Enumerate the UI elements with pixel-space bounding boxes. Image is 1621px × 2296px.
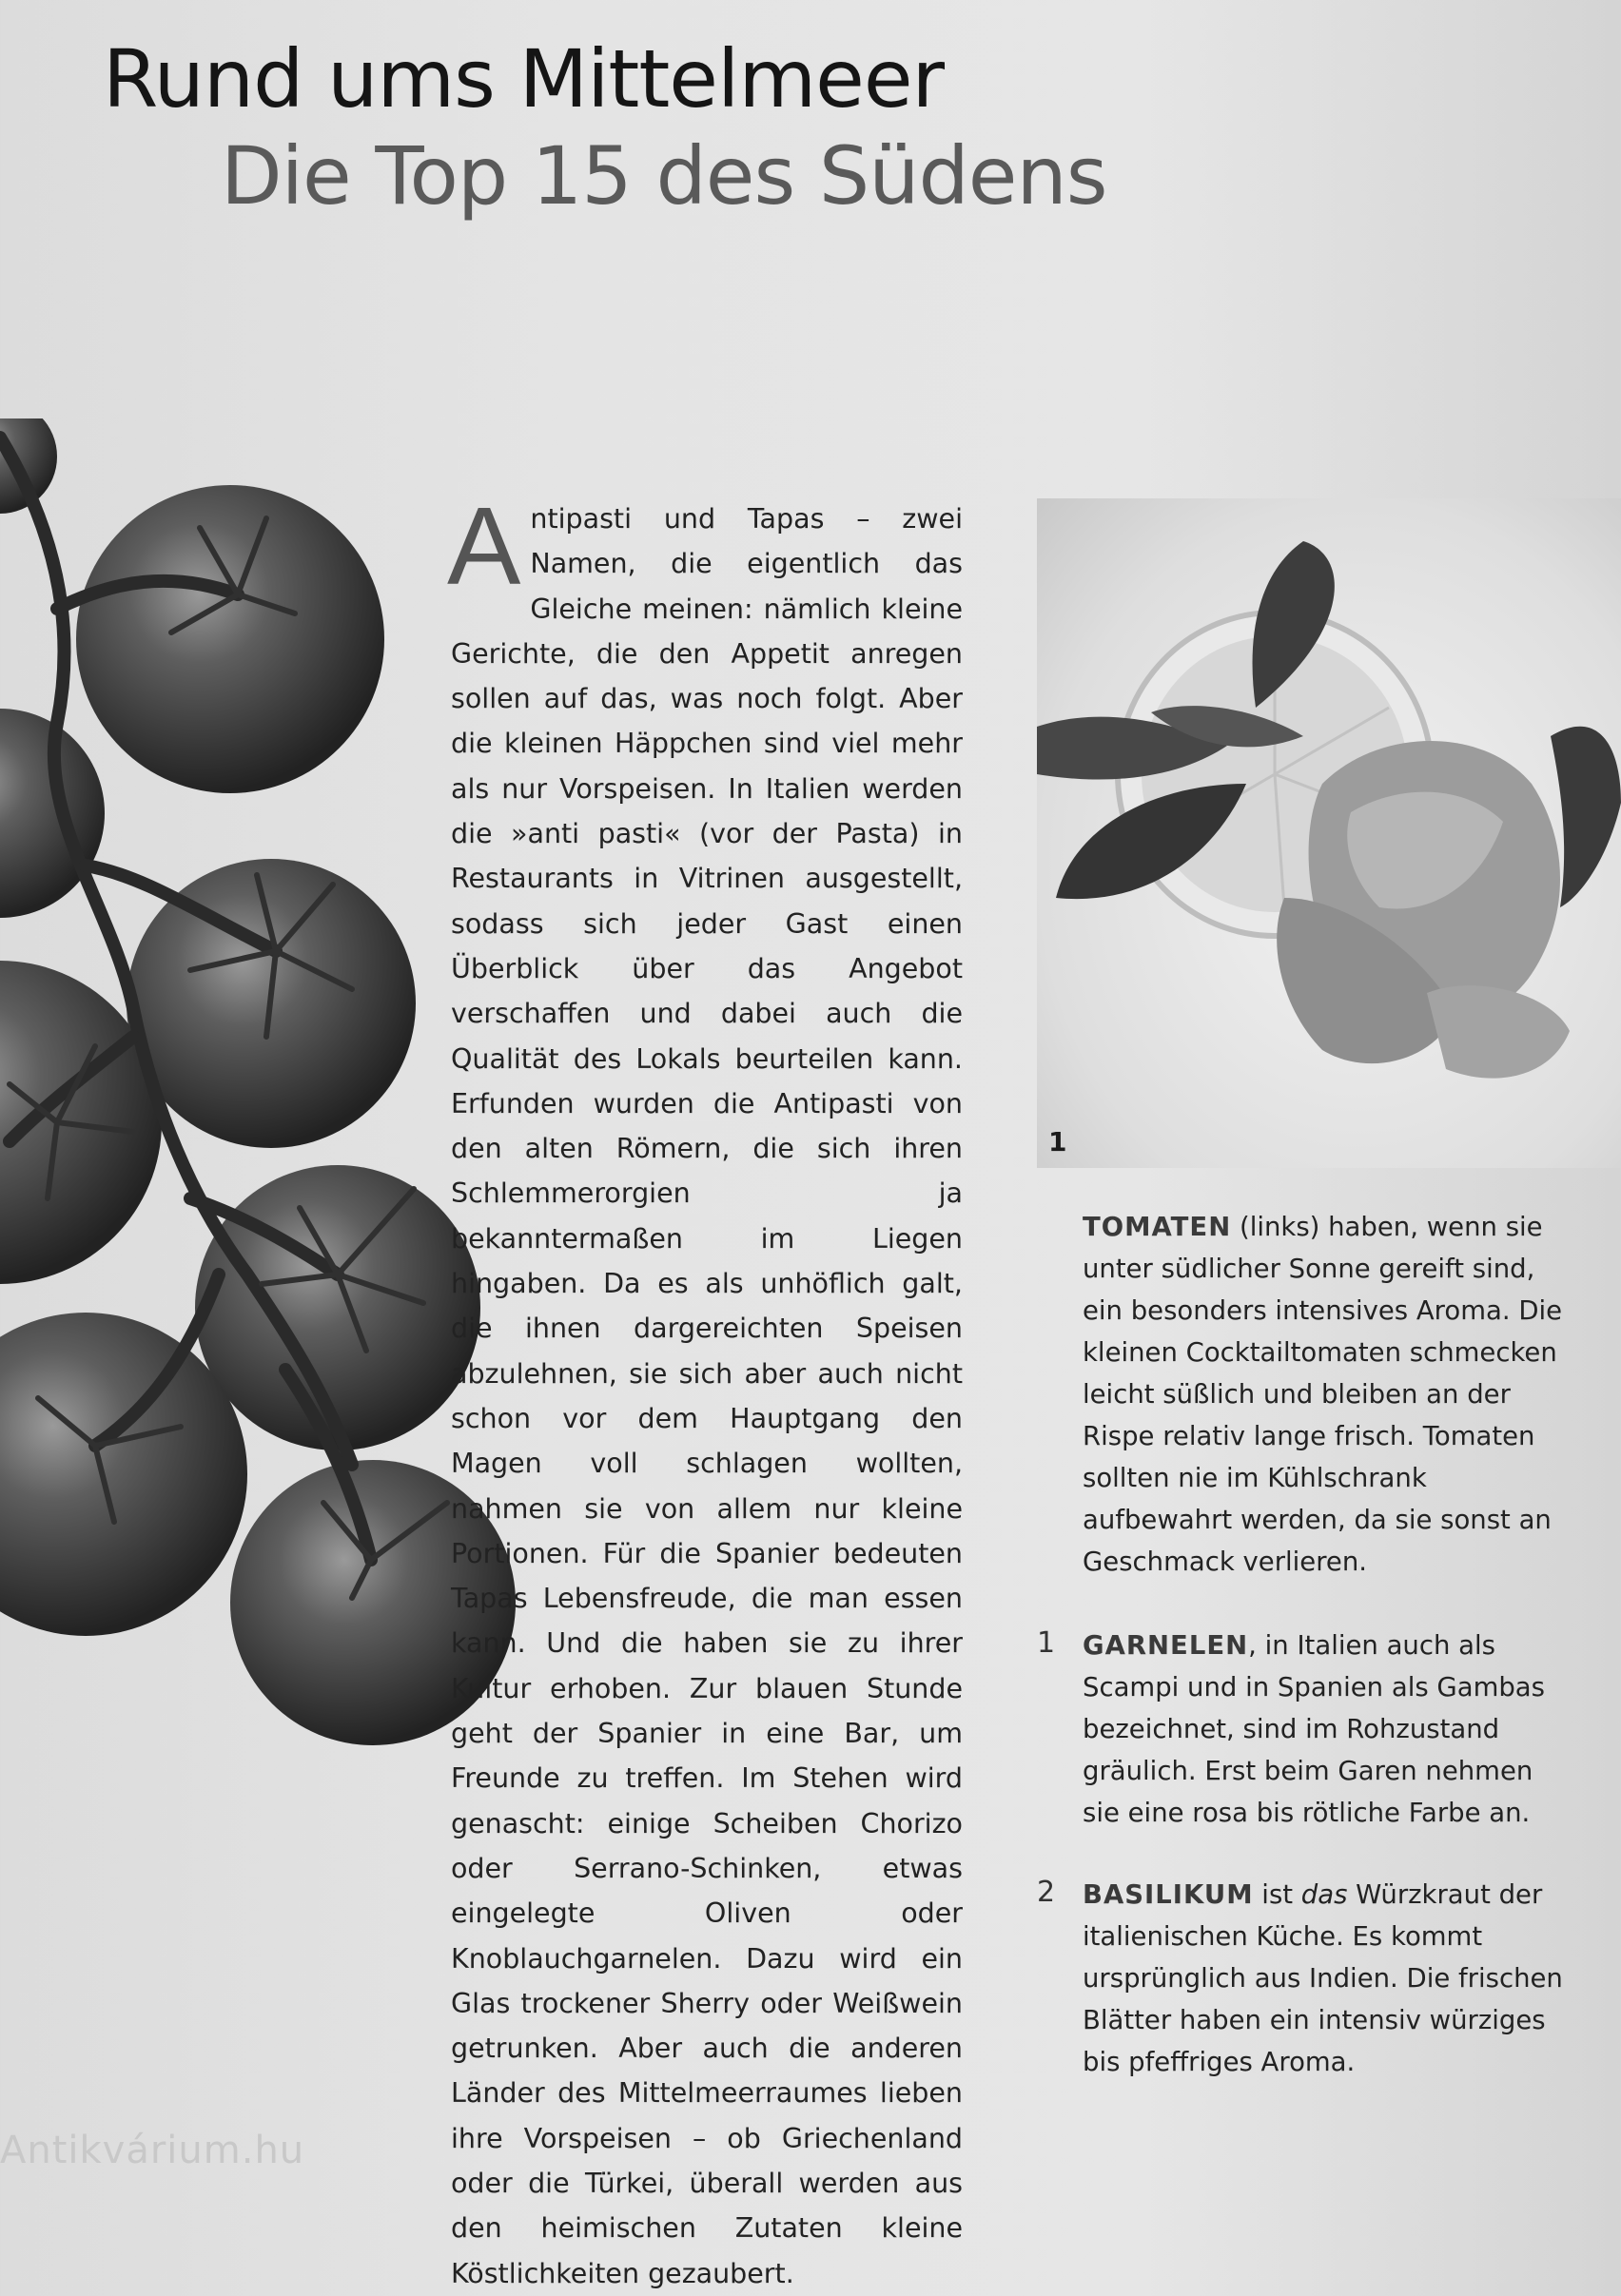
note-lead: GARNELEN: [1083, 1630, 1249, 1661]
photo-illustration: [1037, 498, 1621, 1168]
page-subtitle: Die Top 15 des Südens: [221, 129, 1107, 223]
note-text: ist: [1253, 1879, 1301, 1910]
note-text: Würzkraut der italienischen Küche. Es kommt ursprünglich aus Indien. Die frischen Blätter haben ein intensiv würziges bis pfeffriges Aroma.: [1083, 1879, 1563, 2077]
note-text: (links) haben, wenn sie unter südlicher Sonne gereift sind, ein besonders intensives Aroma. Die kleinen Cocktailtomaten schmecken leicht süßlich und bleiben an der Rispe relativ lange frisch. Tomaten sollten nie im Kühlschrank aufbewahrt werden, da sie sonst an Geschmack verlieren.: [1083, 1212, 1563, 1577]
page-title: Rund ums Mittelmeer: [103, 32, 945, 126]
note-lead: TOMATEN: [1083, 1212, 1232, 1242]
note-number: 2: [1037, 1876, 1056, 1909]
note-emphasis: das: [1300, 1879, 1348, 1910]
photo-number: 1: [1048, 1126, 1067, 1158]
article-text: ntipasti und Tapas – zwei Namen, die eigentlich das Gleiche meinen: nämlich kleine Gerichte, die den Appetit anregen sollen auf das, was noch folgt. Aber die kleinen Häppchen sind viel mehr als nur Vorspeisen. In Italien werden die »anti pasti« (vor der Pasta) in Restaurants in Vitrinen ausgestellt, sodass sich jeder Gast einen Überblick über das Angebot verschaffen und dabei auch die Qualität des Lokals beurteilen kann. Erfunden wurden die Antipasti von den alten Römern, die sich ihren Schlemmerorgien ja bekanntermaßen im Liegen hingaben. Da es als unhöflich galt, die ihnen dargereichten Speisen abzulehnen, sie sich aber auch nicht schon vor dem Hauptgang den Magen voll schlagen wollten, nahmen sie von allem nur kleine Portionen. Für die Spanier bedeuten Tapas Lebensfreude, die man essen kann. Und die haben sie zu ihrer Kultur erhoben. Zur blauen Stunde geht der Spanier in eine Bar, um Freunde zu treffen. Im Stehen wird genascht: einige Scheiben Chorizo oder Serrano-Schinken, etwas eingelegte Oliven oder Knoblauchgarnelen. Dazu wird ein Glas trockener Sherry oder Weißwein getrunken. Aber auch die anderen Länder des Mittelmeerraumes lieben ihre Vorspeisen – ob Griechenland oder die Türkei, überall werden aus den heimischen Zutaten kleine Köstlichkeiten gezaubert.: [451, 503, 963, 2289]
note-basilikum: [1083, 1874, 1577, 2083]
article-body: [447, 484, 963, 2296]
note-text: , in Italien auch als Scampi und in Spanien als Gambas bezeichnet, sind im Rohzustand gräulich. Erst beim Garen nehmen sie eine rosa bis rötliche Farbe an.: [1083, 1630, 1545, 1828]
shrimp-basil-photo: [1037, 498, 1621, 1168]
drop-cap: A: [447, 484, 521, 608]
note-garnelen: [1083, 1625, 1577, 1834]
note-number: 1: [1037, 1626, 1056, 1660]
note-lead: BASILIKUM: [1083, 1879, 1254, 1910]
note-tomaten: [1083, 1206, 1577, 1583]
watermark: Antikvárium.hu: [0, 2129, 305, 2172]
